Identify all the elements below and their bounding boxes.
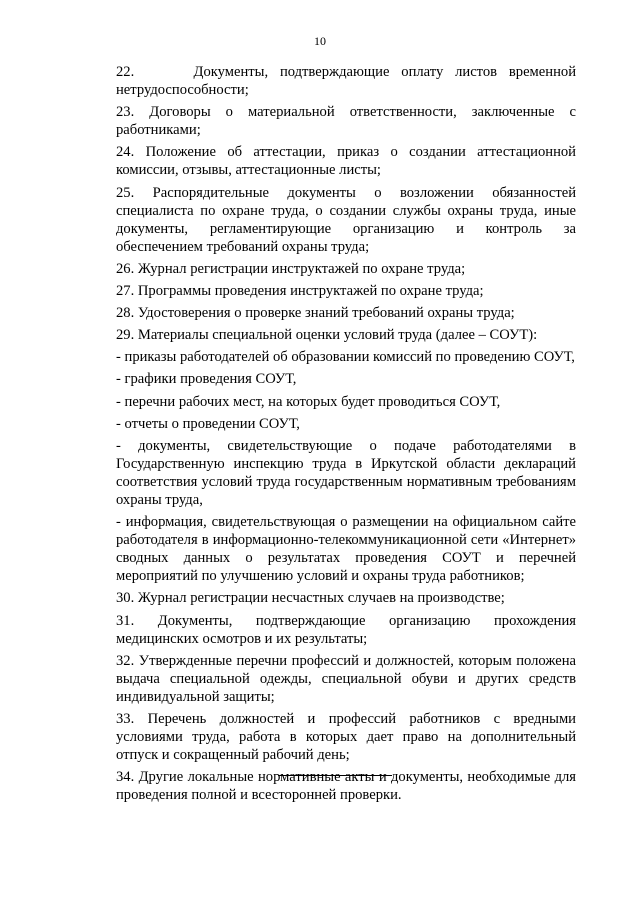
list-item-orders: - приказы работодателей об образовании комиссий по проведению СОУТ, xyxy=(116,349,575,366)
paragraph-26: 26. Журнал регистрации инструктажей по охране труда; xyxy=(116,260,466,277)
paragraph-30: 30. Журнал регистрации несчастных случаев на производстве; xyxy=(116,590,505,607)
paragraph-29: 29. Материалы специальной оценки условий труда (далее – СОУТ): xyxy=(116,327,538,344)
document-body xyxy=(116,63,576,808)
paragraph-27: 27. Программы проведения инструктажей по охране труда; xyxy=(116,283,484,300)
paragraph-25: 25. Распорядительные документы о возложении обязанностей специалиста по охране труда, о создании службы охраны труда, иные документы, регламентирующие организацию и контроль за обеспечением требований охраны труда; xyxy=(116,184,576,255)
list-item-workplaces: - перечни рабочих мест, на которых будет проводиться СОУТ, xyxy=(116,393,501,410)
list-item-website-info: - информация, свидетельствующая о размещении на официальном сайте работодателя в информационно-телекоммуникационной сети «Интернет» сводных данных о результатах проведения СОУТ и перечней мероприятий по улучшению условий и охраны труда работников; xyxy=(116,514,576,585)
paragraph-31: 31. Документы, подтверждающие организацию прохождения медицинских осмотров и их результаты; xyxy=(116,612,576,647)
paragraph-23: 23. Договоры о материальной ответственности, заключенные с работниками; xyxy=(116,104,576,139)
paragraph-24: 24. Положение об аттестации, приказ о создании аттестационной комиссии, отзывы, аттестационные листы; xyxy=(116,144,576,179)
paragraph-28: 28. Удостоверения о проверке знаний требований охраны труда; xyxy=(116,305,515,322)
end-separator-line xyxy=(278,775,392,776)
page-number: 10 xyxy=(314,34,326,48)
list-item-declarations: - документы, свидетельствующие о подаче работодателями в Государственную инспекцию труда в Иркутской области деклараций соответствия условий труда государственным нормативным требованиям охраны труда, xyxy=(116,437,576,508)
paragraph-34: 34. Другие локальные нормативные акты и документы, необходимые для проведения полной и всесторонней проверки. xyxy=(116,769,576,804)
paragraph-22: 22. Документы, подтверждающие оплату листов временной нетрудоспособности; xyxy=(116,64,576,99)
list-item-schedules: - графики проведения СОУТ, xyxy=(116,371,297,388)
paragraph-33: 33. Перечень должностей и профессий работников с вредными условиями труда, работа в которых дает право на дополнительный отпуск и сокращенный рабочий день; xyxy=(116,711,576,764)
paragraph-32: 32. Утвержденные перечни профессий и должностей, которым положена выдача специальной одежды, специальной обуви и других средств индивидуальной защиты; xyxy=(116,652,576,705)
list-item-reports: - отчеты о проведении СОУТ, xyxy=(116,415,300,432)
